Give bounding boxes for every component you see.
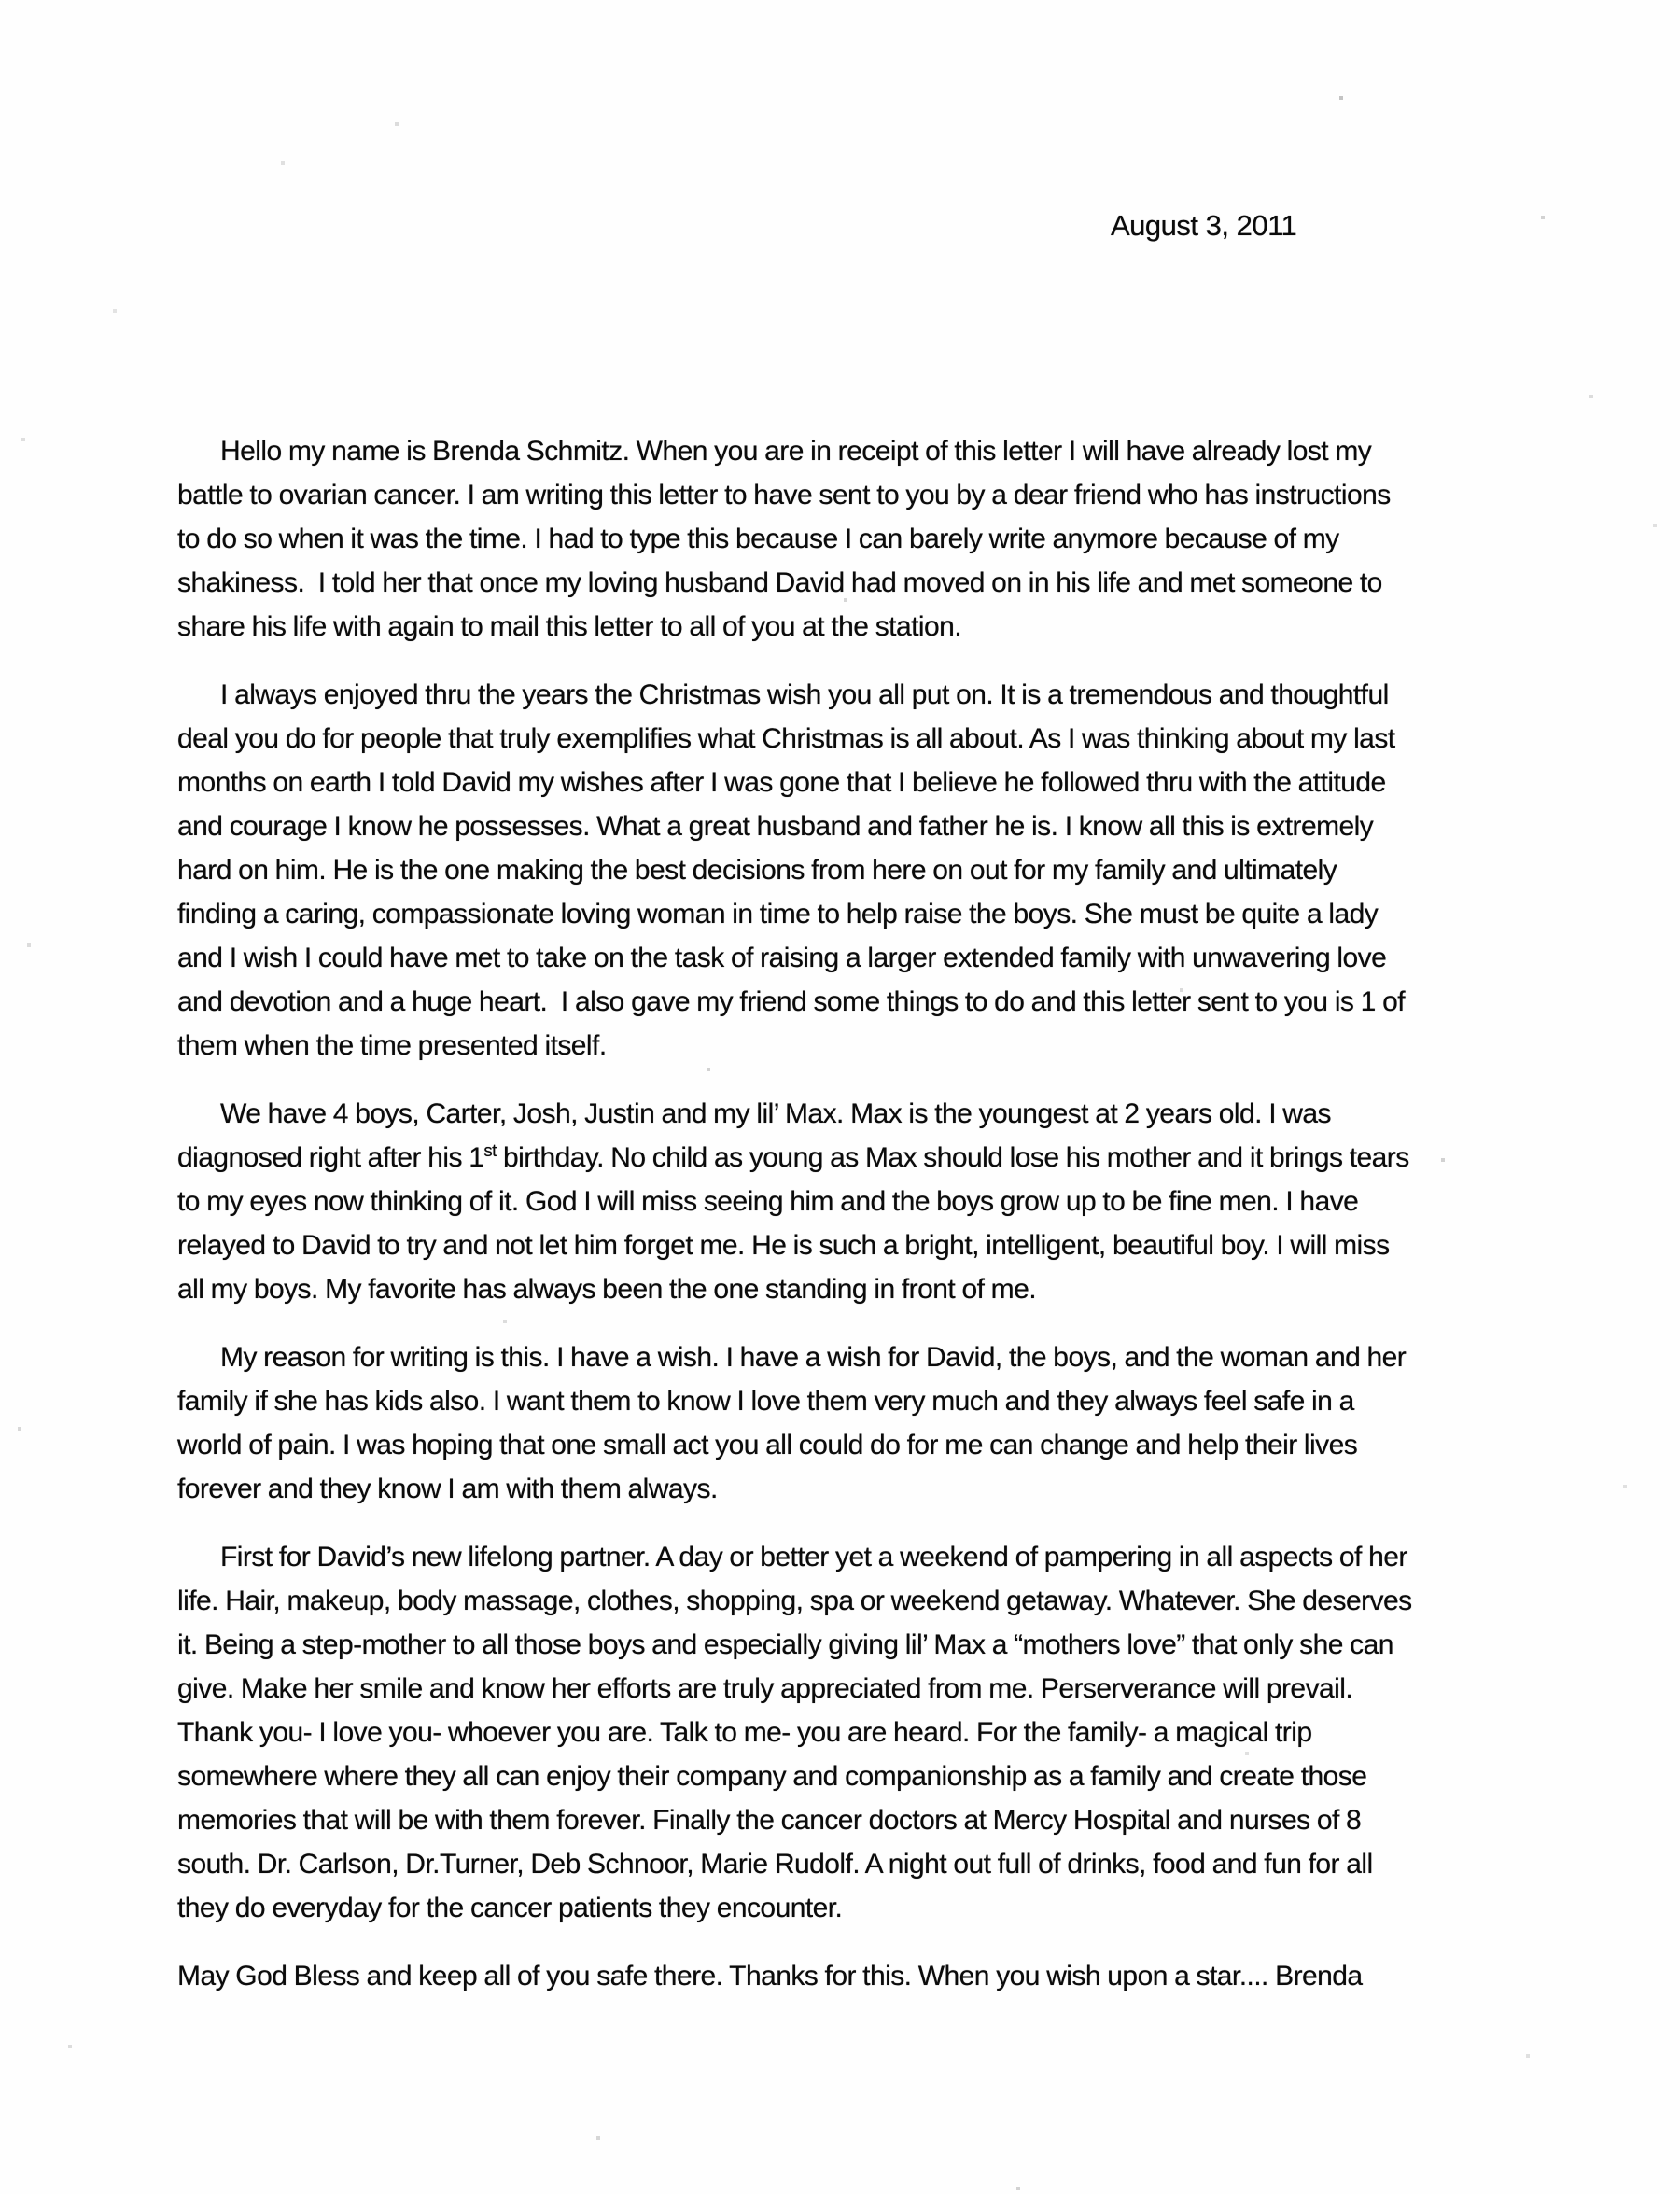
- letter-line: Hello my name is Brenda Schmitz. When you are in receipt of this letter I will have already lost my: [220, 436, 1372, 467]
- letter-line: First for David’s new lifelong partner. A day or better yet a weekend of pampering in all aspects of her: [220, 1542, 1407, 1572]
- letter-line: to my eyes now thinking of it. God I will miss seeing him and the boys grow up to be fine men. I have: [177, 1186, 1359, 1217]
- letter-line: Thank you- I love you- whoever you are. Talk to me- you are heard. For the family- a magical trip: [177, 1717, 1312, 1748]
- letter-line: finding a caring, compassionate loving woman in time to help raise the boys. She must be quite a lady: [177, 899, 1379, 929]
- letter-line: it. Being a step-mother to all those boys and especially giving lil’ Max a “mothers love” that only she can: [177, 1629, 1393, 1660]
- letter-line: they do everyday for the cancer patients they encounter.: [177, 1893, 843, 1923]
- paragraph-christmas-wish: [177, 673, 1559, 1068]
- letter-line: [177, 1136, 1559, 1180]
- letter-line: and courage I know he possesses. What a great husband and father he is. I know all this is extremely: [177, 811, 1374, 842]
- letter-line: We have 4 boys, Carter, Josh, Justin and my lil’ Max. Max is the youngest at 2 years old. I was: [220, 1098, 1331, 1129]
- letter-line: hard on him. He is the one making the best decisions from here on out for my family and ultimately: [177, 855, 1337, 886]
- letter-line: life. Hair, makeup, body massage, clothes, shopping, spa or weekend getaway. Whatever. She deserves: [177, 1586, 1412, 1616]
- letter-line: to do so when it was the time. I had to type this because I can barely write anymore because of my: [177, 524, 1339, 554]
- letter-line: all my boys. My favorite has always been the one standing in front of me.: [177, 1274, 1037, 1305]
- letter-line: deal you do for people that truly exemplifies what Christmas is all about. As I was thinking about my last: [177, 723, 1395, 754]
- letter-line: somewhere where they all can enjoy their company and companionship as a family and create those: [177, 1761, 1367, 1792]
- paragraph-requests: [177, 1535, 1559, 1930]
- letter-line: south. Dr. Carlson, Dr.Turner, Deb Schnoor, Marie Rudolf. A night out full of drinks, food and fun for all: [177, 1849, 1373, 1880]
- letter-line: family if she has kids also. I want them to know I love them very much and they always feel safe in a: [177, 1386, 1354, 1417]
- letter-date: August 3, 2011: [1111, 209, 1297, 242]
- letter-closing-line: May God Bless and keep all of you safe there. Thanks for this. When you wish upon a star.... Brenda: [177, 1961, 1363, 1991]
- letter-line: and I wish I could have met to take on the task of raising a larger extended family with unwavering love: [177, 943, 1387, 973]
- letter-line: My reason for writing is this. I have a wish. I have a wish for David, the boys, and the woman and her: [220, 1342, 1407, 1373]
- letter-line-text: diagnosed right after his 1: [177, 1142, 484, 1173]
- letter-line: give. Make her smile and know her efforts are truly appreciated from me. Perserverance will prevail.: [177, 1673, 1353, 1704]
- letter-line: world of pain. I was hoping that one small act you all could do for me can change and help their lives: [177, 1430, 1358, 1460]
- letter-line: relayed to David to try and not let him forget me. He is such a bright, intelligent, beautiful boy. I will miss: [177, 1230, 1390, 1261]
- letter-line-text: birthday. No child as young as Max should lose his mother and it brings tears: [496, 1142, 1409, 1173]
- letter-line: and devotion and a huge heart. I also gave my friend some things to do and this letter sent to you is 1 of: [177, 986, 1406, 1017]
- letter-line: months on earth I told David my wishes after I was gone that I believe he followed thru with the attitude: [177, 767, 1386, 798]
- letter-line: I always enjoyed thru the years the Christmas wish you all put on. It is a tremendous and thoughtful: [220, 679, 1389, 710]
- letter-line: them when the time presented itself.: [177, 1030, 607, 1061]
- letter-body: [177, 429, 1559, 2022]
- letter-line: share his life with again to mail this letter to all of you at the station.: [177, 611, 962, 642]
- paragraph-wish: [177, 1335, 1559, 1511]
- paragraph-boys: [177, 1092, 1559, 1311]
- paragraph-closing: [177, 1954, 1559, 1998]
- letter-line: battle to ovarian cancer. I am writing this letter to have sent to you by a dear friend who has instructions: [177, 480, 1391, 510]
- letter-line: forever and they know I am with them always.: [177, 1474, 718, 1504]
- paragraph-intro: [177, 429, 1559, 649]
- letter-line: shakiness. I told her that once my loving husband David had moved on in his life and met someone to: [177, 567, 1382, 598]
- scan-noise-specks: [0, 0, 2, 2]
- ordinal-superscript: st: [483, 1140, 497, 1160]
- letter-line: memories that will be with them forever. Finally the cancer doctors at Mercy Hospital and nurses of 8: [177, 1805, 1362, 1836]
